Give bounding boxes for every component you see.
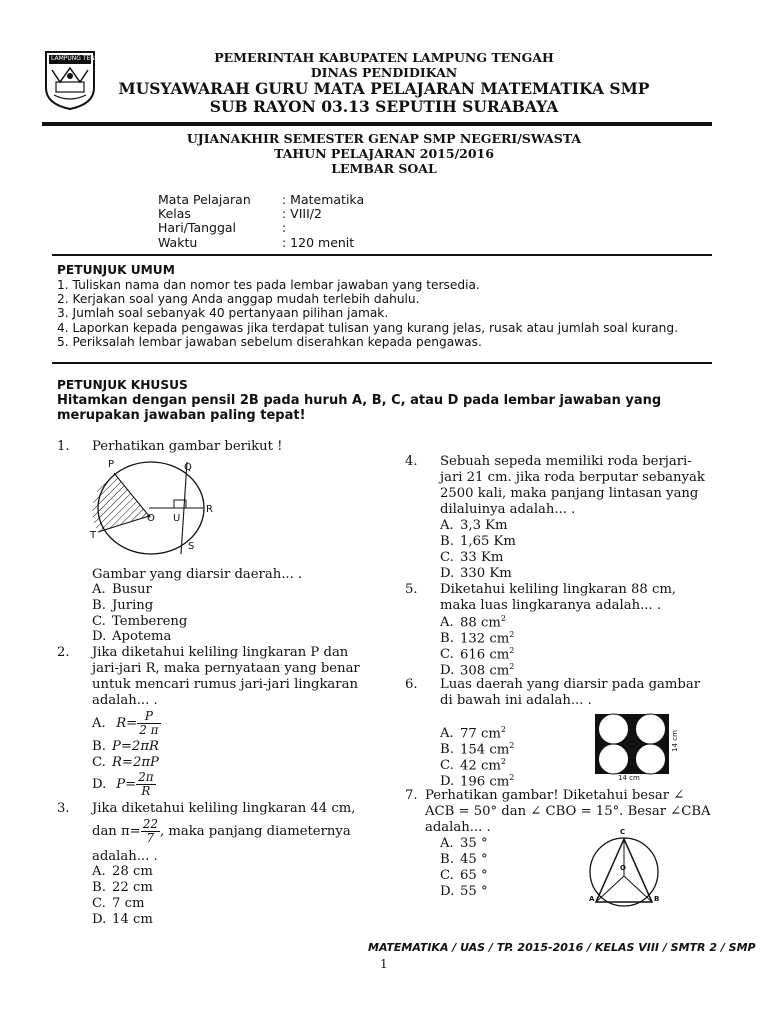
q5-line: maka luas lingkaranya adalah... . xyxy=(440,598,662,613)
superscript: 2 xyxy=(509,773,515,782)
header-line-2: DINAS PENDIDIKAN xyxy=(310,65,458,80)
option-text: 7 cm xyxy=(112,896,145,911)
q5-option xyxy=(440,630,514,646)
q7-option xyxy=(440,836,488,851)
fraction-denominator: 2 π xyxy=(139,723,159,737)
header-line-4: SUB RAYON 03.13 SEPUTIH SURABAYA xyxy=(209,97,559,116)
q7-line: Perhatikan gambar! Diketahui besar ∠ xyxy=(425,788,685,803)
option-text: 1,65 Km xyxy=(460,534,516,549)
q1-circle-figure xyxy=(88,458,228,558)
q6-option xyxy=(440,773,514,789)
option-letter: A. xyxy=(92,864,106,879)
q4-option xyxy=(440,534,516,549)
fraction-numerator: 2π xyxy=(138,770,154,784)
option-letter: A. xyxy=(92,716,106,731)
exam-title-2: TAHUN PELAJARAN 2015/2016 xyxy=(274,146,494,161)
q1-number: 1. xyxy=(57,439,70,454)
q1-label-s: S xyxy=(188,541,195,552)
special-heading: PETUNJUK KHUSUS xyxy=(57,378,188,392)
option-text: 196 cm xyxy=(460,774,510,790)
option-letter: A. xyxy=(440,615,454,631)
header-line-3: MUSYAWARAH GURU MATA PELAJARAN MATEMATIKA SMP xyxy=(118,79,650,98)
option-text: 3,3 Km xyxy=(460,518,508,533)
option-letter: C. xyxy=(92,896,106,911)
q6-square-figure xyxy=(594,713,690,785)
q1-label-p: P xyxy=(108,459,115,470)
q2-line: untuk mencari rumus jari-jari lingkaran xyxy=(92,677,358,692)
option-letter: B. xyxy=(440,534,454,549)
q1-prompt: Gambar yang diarsir daerah... . xyxy=(92,567,303,582)
q1-label-r: R xyxy=(206,504,213,515)
q1-label-o: O xyxy=(147,513,155,524)
option-letter: D. xyxy=(440,663,455,679)
option-text: 65 ° xyxy=(460,868,488,883)
info-rule xyxy=(52,254,712,256)
q2-option-b xyxy=(92,739,159,754)
option-text: R=2πP xyxy=(112,755,159,770)
option-letter: A. xyxy=(440,836,454,851)
info-value: : 120 menit xyxy=(282,235,355,250)
option-letter: B. xyxy=(440,852,454,867)
option-letter: C. xyxy=(92,755,106,770)
q4-option xyxy=(440,566,512,581)
general-item: 5. Periksalah lembar jawaban sebelum diserahkan kepada pengawas. xyxy=(57,335,482,349)
info-value: : VIII/2 xyxy=(282,206,322,221)
q1-option xyxy=(92,629,171,644)
q1-option xyxy=(92,598,153,613)
superscript: 2 xyxy=(500,757,506,766)
logo-lettering: LAMPUNG TENGAH xyxy=(51,55,109,62)
fraction-denominator: 7 xyxy=(146,831,155,845)
q6-line: Luas daerah yang diarsir pada gambar xyxy=(440,677,700,692)
option-letter: D. xyxy=(92,777,107,792)
q5-number: 5. xyxy=(405,582,418,597)
option-letter: B. xyxy=(92,880,106,895)
exam-title-3: LEMBAR SOAL xyxy=(331,161,437,176)
option-letter: A. xyxy=(440,518,454,533)
general-item: 1. Tuliskan nama dan nomor tes pada lembar jawaban yang tersedia. xyxy=(57,278,480,292)
q4-number: 4. xyxy=(405,454,418,469)
q6-line: di bawah ini adalah... . xyxy=(440,693,592,708)
q7-circle-figure xyxy=(582,830,672,910)
option-letter: D. xyxy=(440,884,455,899)
general-rule xyxy=(52,362,712,364)
fraction xyxy=(137,710,160,737)
general-heading: PETUNJUK UMUM xyxy=(57,263,175,277)
info-label: Kelas xyxy=(158,206,191,221)
special-line: Hitamkan dengan pensil 2B pada huruh A, B, C, atau D pada lembar jawaban yang xyxy=(57,393,662,408)
q3-option xyxy=(92,880,153,895)
q5-option xyxy=(440,662,514,678)
option-letter: C. xyxy=(440,868,454,883)
q3-option xyxy=(92,864,153,879)
superscript: 2 xyxy=(500,725,506,734)
q7-option xyxy=(440,868,488,883)
q5-option xyxy=(440,614,506,630)
q7-line: ACB = 50° dan ∠ CBO = 15°. Besar ∠CBA xyxy=(425,804,711,819)
option-text: 308 cm xyxy=(460,663,510,679)
option-letter: C. xyxy=(440,758,454,774)
exam-title-1: UJIANAKHIR SEMESTER GENAP SMP NEGERI/SWASTA xyxy=(186,131,582,146)
q2-number: 2. xyxy=(57,645,70,660)
formula-lhs: R= xyxy=(116,716,138,731)
q2-option-a xyxy=(92,710,161,737)
option-text: Busur xyxy=(112,582,152,597)
q2-line: jari-jari R, maka pernyataan yang benar xyxy=(92,661,360,676)
q7-label-o: O xyxy=(620,864,626,872)
page-number: 1 xyxy=(380,957,388,971)
general-item: 4. Laporkan kepada pengawas jika terdapat tulisan yang kurang jelas, rusak atau jumlah soal kurang. xyxy=(57,321,678,335)
q3-line xyxy=(92,818,351,845)
option-letter: B. xyxy=(440,742,454,758)
option-text: 14 cm xyxy=(112,912,153,927)
option-text: Juring xyxy=(112,598,154,613)
q3-number: 3. xyxy=(57,801,70,816)
option-text: Apotema xyxy=(112,629,172,644)
q7-option xyxy=(440,884,488,899)
option-letter: D. xyxy=(92,629,107,644)
option-text: 132 cm xyxy=(460,631,510,647)
q4-option xyxy=(440,550,503,565)
q4-line: 2500 kali, maka panjang lintasan yang xyxy=(440,486,699,501)
option-letter: A. xyxy=(92,582,106,597)
option-letter: C. xyxy=(440,647,454,663)
header-line-1: PEMERINTAH KABUPATEN LAMPUNG TENGAH xyxy=(214,50,554,65)
option-letter: D. xyxy=(92,912,107,927)
q7-label-c: C xyxy=(620,828,626,836)
q2-option-c xyxy=(92,755,159,770)
option-letter: A. xyxy=(440,726,454,742)
q1-option xyxy=(92,582,152,597)
q4-line: dilaluinya adalah... . xyxy=(440,502,576,517)
q3-line: adalah... . xyxy=(92,849,158,864)
q1-text: Perhatikan gambar berikut ! xyxy=(92,439,283,454)
q5-option xyxy=(440,646,514,662)
q3-option xyxy=(92,896,144,911)
option-text: Tembereng xyxy=(112,614,188,629)
option-text: 42 cm xyxy=(460,758,501,774)
option-letter: D. xyxy=(440,566,455,581)
formula-lhs: P= xyxy=(116,777,137,792)
info-label: Hari/Tanggal xyxy=(158,220,237,235)
superscript: 2 xyxy=(509,741,515,750)
q6-side-label: 14 cm xyxy=(670,730,679,752)
superscript: 2 xyxy=(509,662,515,671)
q7-label-b: B xyxy=(654,895,660,903)
general-item: 2. Kerjakan soal yang Anda anggap mudah terlebih dahulu. xyxy=(57,292,420,306)
q3-option xyxy=(92,912,153,927)
option-text: 55 ° xyxy=(460,884,488,899)
fraction-numerator: P xyxy=(137,710,160,724)
q4-option xyxy=(440,518,508,533)
superscript: 2 xyxy=(500,614,506,623)
q1-label-u: U xyxy=(173,513,181,524)
option-text: 616 cm xyxy=(460,647,510,663)
option-text: 88 cm xyxy=(460,615,501,631)
option-letter: B. xyxy=(440,631,454,647)
option-text: 45 ° xyxy=(460,852,488,867)
info-value: : xyxy=(282,220,287,235)
option-letter: D. xyxy=(440,774,455,790)
option-text: 33 Km xyxy=(460,550,504,565)
general-item: 3. Jumlah soal sebanyak 40 pertanyaan pilihan jamak. xyxy=(57,306,389,320)
q2-option-d xyxy=(92,771,156,798)
q5-line: Diketahui keliling lingkaran 88 cm, xyxy=(440,582,677,597)
page-footer: MATEMATIKA / UAS / TP. 2015-2016 / KELAS VIII / SMTR 2 / SMP xyxy=(368,941,756,954)
q3-line: Jika diketahui keliling lingkaran 44 cm, xyxy=(92,801,356,816)
option-letter: B. xyxy=(92,598,106,613)
option-text: P=2πR xyxy=(112,739,159,754)
option-text: 22 cm xyxy=(112,880,153,895)
special-line: merupakan jawaban paling tepat! xyxy=(57,408,306,423)
q2-line: Jika diketahui keliling lingkaran P dan xyxy=(92,645,349,660)
q7-line: adalah... . xyxy=(425,820,491,835)
option-text: 330 Km xyxy=(460,566,512,581)
q6-option xyxy=(440,757,506,773)
info-value: : Matematika xyxy=(282,192,365,207)
fraction xyxy=(141,818,160,845)
q1-label-t: T xyxy=(90,530,97,541)
option-letter: B. xyxy=(92,739,106,754)
q4-line: jari 21 cm. jika roda berputar sebanyak xyxy=(440,470,705,485)
q6-option xyxy=(440,741,514,757)
fraction-numerator: 22 xyxy=(142,817,158,831)
q6-option xyxy=(440,725,506,741)
option-letter: C. xyxy=(440,550,454,565)
header-rule xyxy=(42,122,712,126)
option-text: 28 cm xyxy=(112,864,153,879)
option-text: 35 ° xyxy=(460,836,488,851)
option-text: 77 cm xyxy=(460,726,501,742)
q7-number: 7. xyxy=(405,788,418,803)
q3-text-part: dan π= xyxy=(92,824,141,839)
q7-label-a: A xyxy=(589,895,595,903)
option-text: 154 cm xyxy=(460,742,510,758)
q6-bottom-label: 14 cm xyxy=(618,774,640,782)
q2-line: adalah... . xyxy=(92,693,158,708)
option-letter: C. xyxy=(92,614,106,629)
q3-text-part: , maka panjang diameternya xyxy=(160,824,351,839)
q1-label-q: Q xyxy=(184,462,192,473)
fraction-denominator: R xyxy=(141,784,151,798)
q4-line: Sebuah sepeda memiliki roda berjari- xyxy=(440,454,692,469)
q7-option xyxy=(440,852,488,867)
q6-number: 6. xyxy=(405,677,418,692)
superscript: 2 xyxy=(509,630,515,639)
q1-option xyxy=(92,614,187,629)
fraction xyxy=(136,771,156,798)
info-label: Waktu xyxy=(158,235,198,250)
superscript: 2 xyxy=(509,646,515,655)
info-label: Mata Pelajaran xyxy=(158,192,251,207)
